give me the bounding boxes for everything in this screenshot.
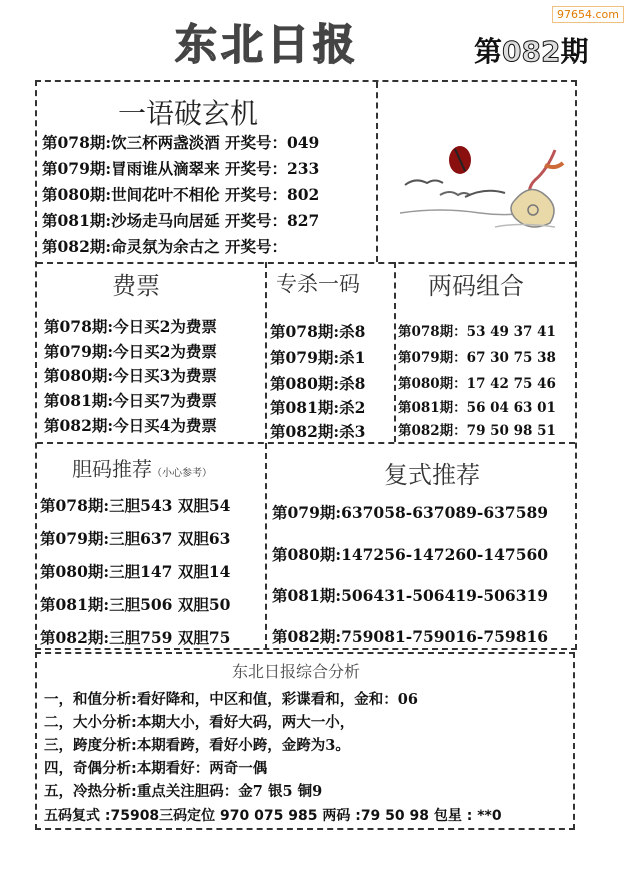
pair-title: 两码组合 xyxy=(428,272,524,300)
dan-row: 第078期:三胆543 双胆54 xyxy=(40,496,231,515)
divider xyxy=(37,262,575,264)
analysis-row xyxy=(44,688,418,709)
fushi-row: 第082期:759081-759016-759816 xyxy=(272,627,549,646)
fushi-row: 第080期:147256-147260-147560 xyxy=(272,545,549,564)
kill-row: 第082期:杀3 xyxy=(270,422,366,441)
analysis-text: 本期大小，看好大码，两大一小， xyxy=(136,714,355,731)
analysis-title: 东北日报综合分析 xyxy=(232,662,361,681)
fee-row: 第081期:今日买7为费票 xyxy=(44,391,217,410)
fee-row: 第080期:今日买3为费票 xyxy=(44,366,217,385)
analysis-label: 三，跨度分析: xyxy=(44,738,137,754)
landscape-illustration xyxy=(395,135,573,250)
analysis-label: 五，冷热分析: xyxy=(44,784,137,800)
issue-suffix: 期 xyxy=(560,35,589,68)
site-watermark: 97654.com xyxy=(552,6,624,23)
issue-number xyxy=(474,30,588,70)
analysis-text: 看好降和，中区和值，彩谍看和，金和：06 xyxy=(136,691,418,708)
issue-prefix: 第 xyxy=(474,35,503,68)
dan-note: （小心参考） xyxy=(152,468,212,479)
kill-row: 第081期:杀2 xyxy=(270,398,366,417)
fee-title: 费票 xyxy=(112,272,160,300)
kill-row: 第080期:杀8 xyxy=(270,374,366,393)
riddle-row: 第078期:饮三杯两盏淡酒 开奖号：049 xyxy=(42,133,320,152)
kill-row: 第079期:杀1 xyxy=(270,348,366,367)
riddle-title: 一语破玄机 xyxy=(118,97,259,130)
dan-row: 第080期:三胆147 双胆14 xyxy=(40,562,231,581)
analysis-text: 重点关注胆码：金7 银5 铜9 xyxy=(136,783,323,800)
analysis-text: 本期看好：两奇一偶 xyxy=(136,760,268,777)
fee-row: 第078期:今日买2为费票 xyxy=(44,317,217,336)
dan-row: 第079期:三胆637 双胆63 xyxy=(40,529,231,548)
analysis-label: 二，大小分析: xyxy=(44,715,137,731)
pair-row: 第079期：67 30 75 38 xyxy=(398,350,556,366)
kill-title: 专杀一码 xyxy=(276,272,360,296)
analysis-text: 本期看跨，看好小跨，金跨为3。 xyxy=(136,737,350,754)
summary-line: 五码复式 :75908三码定位 970 075 985 两码 :79 50 98 包星 : **0 xyxy=(44,808,502,824)
pair-row: 第078期：53 49 37 41 xyxy=(398,324,556,340)
divider xyxy=(265,262,267,650)
riddle-row: 第081期:沙场走马向居延 开奖号：827 xyxy=(42,211,320,230)
analysis-row xyxy=(44,757,267,778)
riddle-row: 第080期:世间花叶不相伦 开奖号：802 xyxy=(42,185,320,204)
dan-title xyxy=(72,453,212,482)
fushi-row: 第079期:637058-637089-637589 xyxy=(272,503,549,522)
issue-num: 082 xyxy=(502,35,561,68)
divider xyxy=(37,442,575,444)
fee-row: 第079期:今日买2为费票 xyxy=(44,342,217,361)
pair-row: 第082期：79 50 98 51 xyxy=(398,423,556,439)
analysis-row xyxy=(44,734,350,755)
pair-row: 第080期：17 42 75 46 xyxy=(398,376,556,392)
dan-title-text: 胆码推荐 xyxy=(72,457,152,481)
divider xyxy=(376,82,378,262)
fee-row: 第082期:今日买4为费票 xyxy=(44,416,217,435)
analysis-row xyxy=(44,780,322,801)
newspaper-title: 东北日报 xyxy=(175,20,360,69)
analysis-label: 四，奇偶分析: xyxy=(44,761,137,777)
kill-row: 第078期:杀8 xyxy=(270,322,366,341)
analysis-row xyxy=(44,711,354,732)
riddle-row: 第082期:命灵氛为余古之 开奖号： xyxy=(42,237,287,256)
analysis-label: 一，和值分析: xyxy=(44,692,137,708)
divider xyxy=(394,262,396,442)
dan-row: 第081期:三胆506 双胆50 xyxy=(40,595,231,614)
fushi-title: 复式推荐 xyxy=(384,461,480,489)
fushi-row: 第081期:506431-506419-506319 xyxy=(272,586,549,605)
pair-row: 第081期：56 04 63 01 xyxy=(398,400,556,416)
riddle-row: 第079期:冒雨谁从滴翠来 开奖号：233 xyxy=(42,159,320,178)
dan-row: 第082期:三胆759 双胆75 xyxy=(40,628,231,647)
